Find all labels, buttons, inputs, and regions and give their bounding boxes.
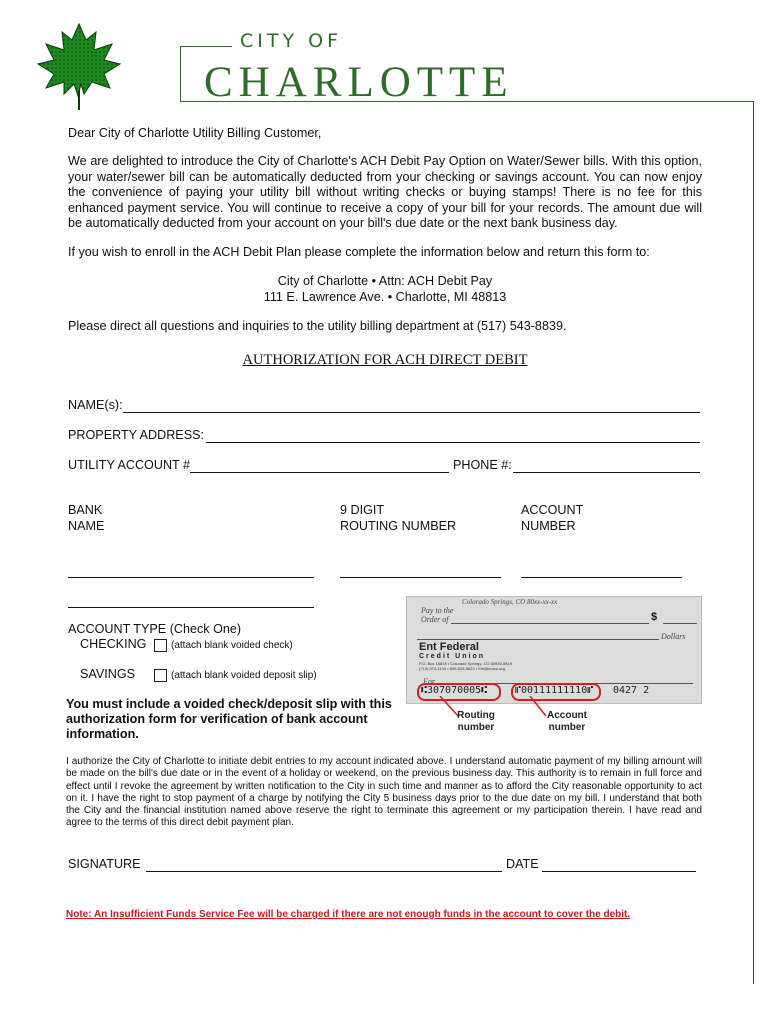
account-number-label: [521, 503, 583, 534]
bank-name-label: [68, 503, 104, 534]
mailing-address: [68, 274, 702, 305]
check-routing-micr: ⑆307070005⑆: [421, 685, 488, 696]
header-rule-left: [180, 46, 181, 102]
account-label-line1: ACCOUNT: [521, 503, 584, 517]
check-dollar-sign: $: [651, 611, 658, 623]
bank-label-line1: BANK: [68, 503, 103, 517]
account-annot-line1: Account: [547, 710, 587, 721]
address-line-1: City of Charlotte • Attn: ACH Debit Pay: [277, 274, 493, 288]
check-pay-to-2: Order of: [421, 615, 449, 624]
account-annot-line2: number: [548, 722, 586, 733]
bank-name-field[interactable]: [68, 576, 314, 578]
names-field[interactable]: [123, 411, 700, 413]
phone-field[interactable]: [513, 471, 700, 473]
utility-account-label: UTILITY ACCOUNT #: [68, 458, 191, 472]
signature-label: SIGNATURE: [68, 857, 141, 871]
check-bank-addr2: (719) 574-1100 • 800-525-9623 • Ent@entcu.org: [419, 666, 505, 671]
account-type-label: ACCOUNT TYPE (Check One): [68, 622, 242, 636]
charlotte-heading: CHARLOTTE: [204, 59, 514, 106]
utility-account-field[interactable]: [190, 471, 449, 473]
savings-label: SAVINGS: [80, 667, 136, 681]
bank-name-field-line2[interactable]: [68, 606, 314, 608]
routing-annot-line2: number: [457, 722, 495, 733]
authorization-terms: I authorize the City of Charlotte to initiate debit entries to my account indicated above. I understand automatic payment of my billing amount will be made on the bill's due date or in the event of a holiday or weekend, on the previous business day. This authority is to remain in full force and effect until I revoke the agreement by written notification to the City in such time and manner as to afford the City reasonable opportunity to act on it. I have the right to stop payment of a charge by notifying the City 5 business days prior to the due date on my bill. I understand that both the City and the financial institution named above reserve the right to terminate this agreement or my participation therein. I have read and agree to the terms of this direct debit payment plan.: [66, 756, 702, 829]
signature-field[interactable]: [146, 870, 502, 872]
date-field[interactable]: [542, 870, 696, 872]
routing-annot-line1: Routing: [457, 710, 495, 721]
maple-leaf-logo-icon: [34, 22, 124, 112]
names-label: NAME(s):: [68, 398, 123, 412]
phone-label: PHONE #:: [453, 458, 512, 472]
account-number-annotation: [538, 710, 596, 734]
intro-paragraph: We are delighted to introduce the City of Charlotte's ACH Debit Pay Option on Water/Sewer bills. With this option, your water/sewer bill can be automatically deducted from your checking or savings account. You can now enjoy the convenience of paying your utility bill without writing checks or buying stamps! There is no fee for this enhanced payment service. You will continue to receive a copy of your bill for your records. The amount due will be automatically deducted from your account on your bill's due date or the next bank business day.: [68, 154, 702, 230]
property-address-field[interactable]: [206, 441, 700, 443]
account-label-line2: NUMBER: [521, 518, 576, 533]
check-account-micr: ⑈00111111110⑈: [515, 685, 594, 696]
check-amount-line: [663, 623, 697, 624]
page-border-right: [753, 101, 754, 984]
bank-label-line2: NAME: [68, 518, 105, 533]
form-title: AUTHORIZATION FOR ACH DIRECT DEBIT: [242, 352, 528, 368]
city-of-heading: CITY OF: [240, 30, 343, 52]
routing-number-field[interactable]: [340, 576, 501, 578]
nsf-fee-note: Note: An Insufficient Funds Service Fee will be charged if there are not enough funds in the account to cover the debit.: [66, 909, 631, 920]
checking-checkbox[interactable]: [154, 638, 167, 656]
check-bank-addr1: P.O. Box 15819 • Colorado Springs, CO 80935-5819: [419, 661, 512, 666]
check-pay-to-1: Pay to the: [421, 606, 454, 615]
greeting: Dear City of Charlotte Utility Billing Customer,: [68, 126, 322, 140]
checking-label: CHECKING: [80, 637, 147, 651]
enroll-instructions: If you wish to enroll in the ACH Debit Plan please complete the information below and return this form to:: [68, 245, 650, 259]
header-rule-top: [180, 46, 232, 47]
routing-label-line2: ROUTING NUMBER: [340, 518, 457, 533]
address-line-2: 111 E. Lawrence Ave. • Charlotte, MI 48813: [263, 289, 507, 304]
date-label: DATE: [506, 857, 539, 871]
sample-check-image: [406, 596, 702, 704]
routing-number-label: [340, 503, 456, 534]
check-for-label: For: [423, 677, 435, 686]
savings-checkbox[interactable]: [154, 668, 167, 686]
check-payee-line: [451, 623, 649, 624]
voided-check-requirement: You must include a voided check/deposit slip with this authorization form for verification of bank account information.: [66, 697, 392, 741]
check-bank-sub: Credit Union: [419, 653, 485, 660]
savings-note: (attach blank voided deposit slip): [171, 670, 317, 681]
check-bank-name: Ent Federal: [419, 641, 479, 653]
check-place-line: Colorado Springs, CO 80xx-xx-xx: [462, 598, 558, 606]
routing-label-line1: 9 DIGIT: [340, 503, 385, 517]
routing-number-annotation: [448, 710, 504, 734]
check-words-line: [417, 639, 659, 640]
check-dollars-label: Dollars: [661, 632, 686, 641]
check-number-micr: 0427 2: [613, 685, 650, 696]
property-address-label: PROPERTY ADDRESS:: [68, 428, 205, 442]
account-number-field[interactable]: [521, 576, 682, 578]
questions-line: Please direct all questions and inquiries to the utility billing department at (517) 543-8839.: [68, 319, 567, 333]
checking-note: (attach blank voided check): [171, 640, 293, 651]
